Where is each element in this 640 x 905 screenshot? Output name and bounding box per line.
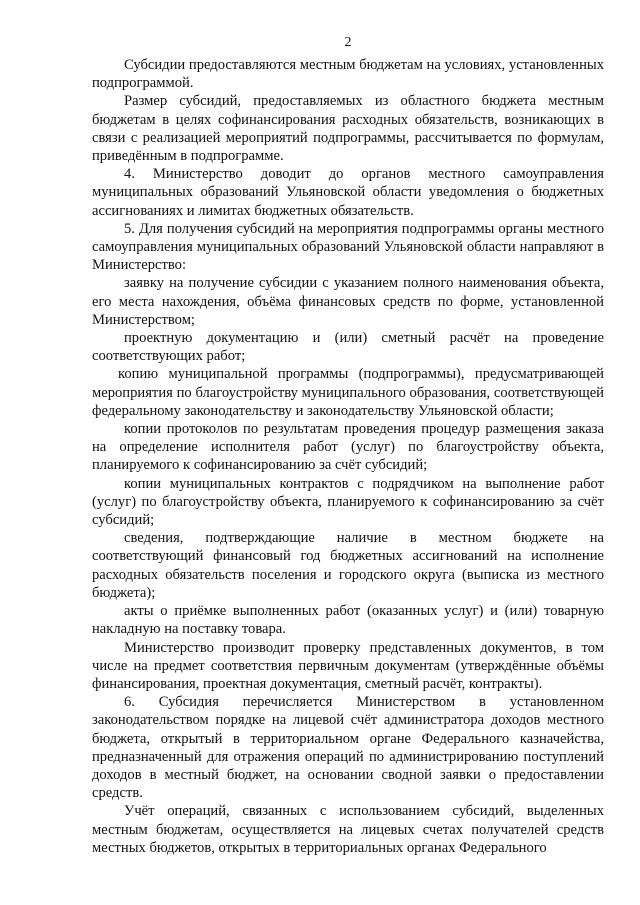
paragraph-ministry-check: Министерство производит проверку представленных документов, в том числе на предмет соответствия первичным документам (утверждённые объёмы финансирования, проектная документация, сметный расчёт, контракты).: [92, 639, 604, 692]
paragraph-protocols: копии протоколов по результатам проведения процедур размещения заказа на определение исполнителя работ (услуг) по благоустройству объекта, планируемого к софинансированию за счёт субсидий;: [92, 421, 604, 474]
paragraph-application: заявку на получение субсидии с указанием полного наименования объекта, его места нахождения, объёма финансовых средств по форме, установленной Министерством;: [92, 275, 604, 328]
paragraph-acceptance-acts: акты о приёмке выполненных работ (оказанных услуг) и (или) товарную накладную на поставку товара.: [92, 603, 604, 638]
paragraph-subsidy-size: Размер субсидий, предоставляемых из областного бюджета местным бюджетам в целях софинансирования расходных обязательств, возникающих в связи с реализацией мероприятий подпрограммы, рассчитывается по формулам, приведённым в подпрограмме.: [92, 93, 604, 165]
paragraph-budget-info: сведения, подтверждающие наличие в местном бюджете на соответствующий финансовый год бюджетных ассигнований на исполнение расходных обязательств поселения и городского округа (выписка из местного бюджета);: [92, 530, 604, 601]
paragraph-contracts: копии муниципальных контрактов с подрядчиком на выполнение работ (услуг) по благоустройству объекта, планируемого к софинансированию за счёт субсидий;: [92, 475, 604, 529]
paragraph-item-5: 5. Для получения субсидий на мероприятия подпрограммы органы местного самоуправления муниципальных образований Ульяновской области направляют в Министерство:: [92, 220, 604, 274]
paragraph-item-6: 6. Субсидия перечисляется Министерством в установленном законодательством порядке на лицевой счёт администратора доходов местного бюджета, открытый в территориальном органе Федерального казначейства, предназначенный для отражения операций по администрированию поступлений доходов в местный бюджет, на основании сводной заявки о предоставлении средств.: [92, 694, 604, 802]
paragraph-accounting: Учёт операций, связанных с использованием субсидий, выделенных местным бюджетам, осуществляется на лицевых счетах получателей средств местных бюджетов, открытых в территориальных органах Федерального: [92, 803, 604, 856]
paragraph-project-docs: проектную документацию и (или) сметный расчёт на проведение соответствующих работ;: [92, 330, 604, 365]
paragraph-item-4: 4. Министерство доводит до органов местного самоуправления муниципальных образований Ульяновской области уведомления о бюджетных ассигнованиях и лимитах бюджетных обязательств.: [92, 166, 604, 219]
paragraph-municipal-program: копию муниципальной программы (подпрограммы), предусматривающей мероприятия по благоустройству муниципального образования, соответствующей федеральному законодательству и законодательству Ульяновской области;: [92, 366, 604, 419]
page-number: 2: [344, 35, 352, 50]
paragraph-subsidies-conditions: Субсидии предоставляются местным бюджетам на условиях, установленных подпрограммой.: [92, 57, 604, 92]
